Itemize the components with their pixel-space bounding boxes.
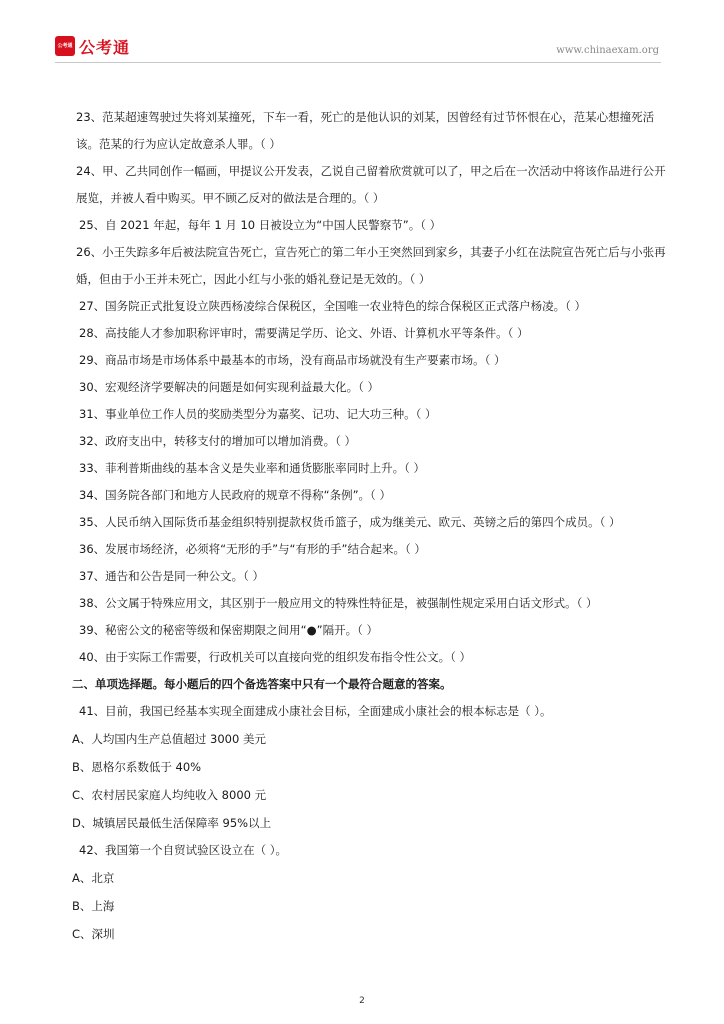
question-27: 27、国务院正式批复设立陕西杨凌综合保税区，全国唯一农业特色的综合保税区正式落户杨凌。（ ） xyxy=(79,299,587,313)
question-39: 39、秘密公文的秘密等级和保密期限之间用“●”隔开。（ ） xyxy=(79,623,378,637)
q41-option-c: C、农村居民家庭人均纯收入 8000 元 xyxy=(72,788,267,802)
question-31: 31、事业单位工作人员的奖励类型分为嘉奖、记功、记大功三种。（ ） xyxy=(79,407,437,421)
question-41: 41、目前，我国已经基本实现全面建成小康社会目标，全面建成小康社会的根本标志是（ ）。 xyxy=(79,704,552,718)
question-28: 28、高技能人才参加职称评审时，需要满足学历、论文、外语、计算机水平等条件。（ ） xyxy=(79,326,529,340)
question-32: 32、政府支出中，转移支付的增加可以增加消费。（ ） xyxy=(79,434,357,448)
question-25: 25、自 2021 年起，每年 1 月 10 日被设立为“中国人民警察节”。（ ） xyxy=(79,218,442,232)
question-40: 40、由于实际工作需要，行政机关可以直接向党的组织发布指令性公文。（ ） xyxy=(79,650,472,664)
document-body xyxy=(72,104,668,948)
question-23: 23、范某超速驾驶过失将刘某撞死，下车一看，死亡的是他认识的刘某，因曾经有过节怀恨在心，范某心想撞死活该。范某的行为应认定故意杀人罪。（ ） xyxy=(76,110,655,151)
page-header xyxy=(55,30,661,63)
logo-badge-icon xyxy=(55,36,75,56)
brand-logo[interactable] xyxy=(55,35,130,57)
q41-option-d: D、城镇居民最低生活保障率 95%以上 xyxy=(72,816,272,830)
section-2-heading: 二、单项选择题。每小题后的四个备选答案中只有一个最符合题意的答案。 xyxy=(72,677,452,691)
question-36: 36、发展市场经济，必须将“无形的手”与“有形的手”结合起来。（ ） xyxy=(79,542,426,556)
question-42: 42、我国第一个自贸试验区设立在（ ）。 xyxy=(79,843,288,857)
logo-text: 公考通 xyxy=(79,37,131,57)
logo-badge-text: 公考通 xyxy=(57,42,73,49)
q41-option-b: B、恩格尔系数低于 40% xyxy=(72,760,202,774)
site-url[interactable]: www.chinaexam.org xyxy=(556,45,659,56)
q42-option-a: A、北京 xyxy=(72,871,115,885)
question-35: 35、人民币纳入国际货币基金组织特别提款权货币篮子，成为继美元、欧元、英镑之后的第四个成员。（ ） xyxy=(79,515,621,529)
question-38: 38、公文属于特殊应用文，其区别于一般应用文的特殊性特征是，被强制性规定采用白话文形式。（ ） xyxy=(79,596,598,610)
question-37: 37、通告和公告是同一种公文。（ ） xyxy=(79,569,265,583)
page-number: 2 xyxy=(359,996,365,1006)
question-24: 24、甲、乙共同创作一幅画，甲提议公开发表，乙说自己留着欣赏就可以了，甲之后在一次活动中将该作品进行公开展览，并被人看中购买。甲不顾乙反对的做法是合理的。（ ） xyxy=(76,164,666,205)
question-33: 33、菲利普斯曲线的基本含义是失业率和通货膨胀率同时上升。（ ） xyxy=(79,461,426,475)
question-29: 29、商品市场是市场体系中最基本的市场，没有商品市场就没有生产要素市场。（ ） xyxy=(79,353,506,367)
q42-option-c: C、深圳 xyxy=(72,927,115,941)
question-30: 30、宏观经济学要解决的问题是如何实现利益最大化。（ ） xyxy=(79,380,380,394)
q42-option-b: B、上海 xyxy=(72,899,115,913)
question-34: 34、国务院各部门和地方人民政府的规章不得称“条例”。（ ） xyxy=(79,488,391,502)
question-26: 26、小王失踪多年后被法院宣告死亡，宣告死亡的第二年小王突然回到家乡，其妻子小红在法院宣告死亡后与小张再婚，但由于小王并未死亡，因此小红与小张的婚礼登记是无效的。（ ） xyxy=(76,245,666,286)
q41-option-a: A、人均国内生产总值超过 3000 美元 xyxy=(72,732,266,746)
